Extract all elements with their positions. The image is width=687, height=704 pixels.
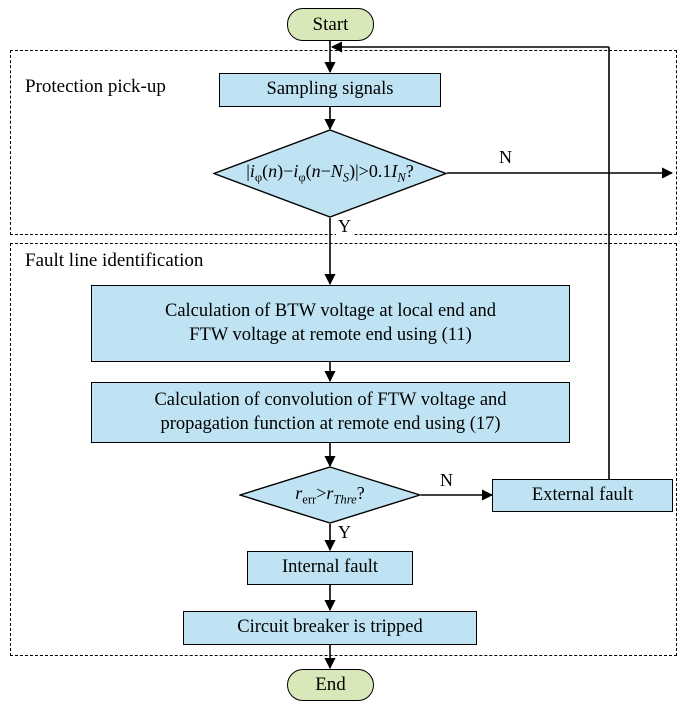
node-calc-convolution-line1: Calculation of convolution of FTW voltage and (154, 390, 507, 411)
node-external-fault-label: External fault (531, 484, 634, 505)
node-r-threshold-decision-label: $r_{err}>r_{Thre}$? (295, 482, 365, 507)
node-r-threshold-decision[interactable] (239, 466, 421, 524)
edge-label-pickup-no: N (499, 147, 512, 167)
edge-label-r-yes: Y (338, 522, 351, 542)
node-end[interactable] (287, 669, 374, 701)
node-internal-fault[interactable] (247, 551, 413, 585)
node-end-label: End (315, 674, 346, 695)
node-external-fault[interactable] (492, 479, 673, 512)
node-calc-btw-ftw-line2: FTW voltage at remote end using (11) (189, 324, 472, 345)
group-label-fault-line-identification: Fault line identification (22, 250, 206, 272)
node-start-label: Start (312, 13, 349, 35)
group-label-protection-pickup: Protection pick-up (22, 76, 169, 98)
node-calc-btw-ftw[interactable] (91, 285, 570, 362)
node-circuit-breaker-tripped[interactable] (183, 611, 477, 645)
node-calc-convolution-line2: propagation function at remote end using (17) (160, 413, 501, 434)
node-calc-btw-ftw-line1: Calculation of BTW voltage at local end and (164, 301, 496, 322)
node-calc-convolution[interactable] (91, 382, 570, 443)
node-start[interactable] (287, 8, 374, 41)
node-pickup-decision-label: $|i_\varphi(n)-i_\varphi(n-N_S)|>0.1I_N$? (246, 161, 414, 185)
node-internal-fault-label: Internal fault (281, 557, 379, 578)
node-circuit-breaker-tripped-label: Circuit breaker is tripped (237, 617, 423, 638)
node-pickup-decision[interactable] (213, 129, 447, 218)
node-sampling-signals-label: Sampling signals (266, 79, 394, 100)
edge-label-pickup-yes: Y (338, 216, 351, 236)
edge-label-r-no: N (440, 470, 453, 490)
node-sampling-signals[interactable] (219, 73, 441, 107)
